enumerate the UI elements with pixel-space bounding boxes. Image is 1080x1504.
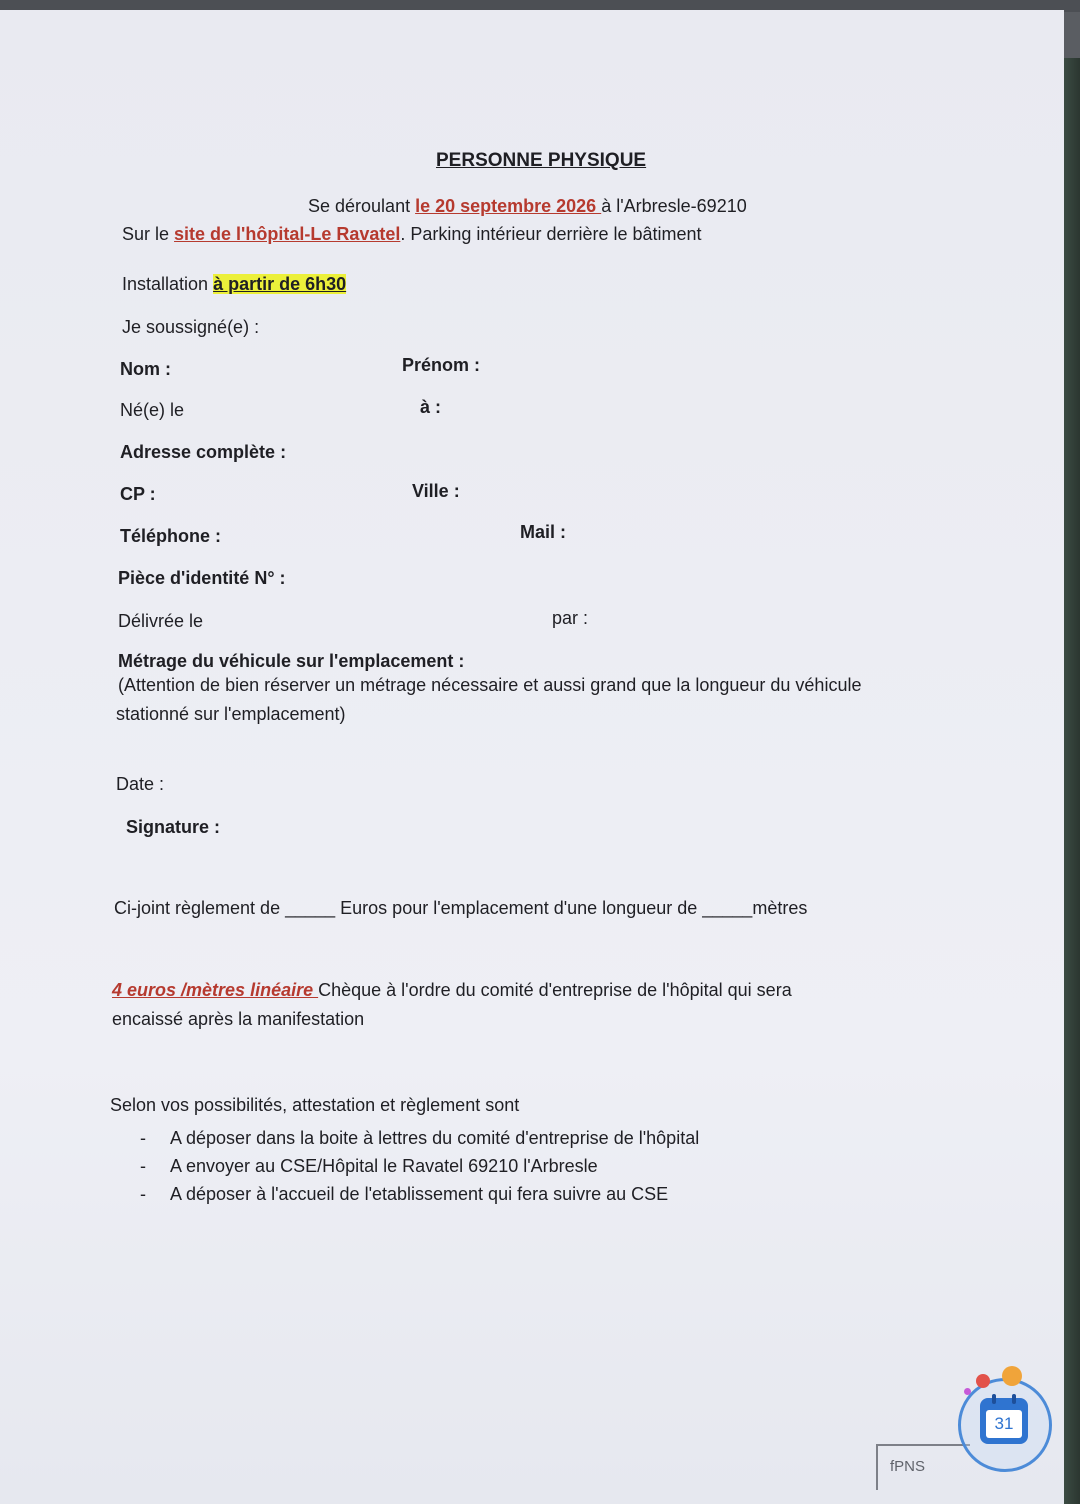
issued-date-label: Délivrée le xyxy=(118,611,204,631)
photo-background-right xyxy=(1062,58,1080,1504)
bullet-dash: - xyxy=(140,1184,146,1204)
issued-by-label: par : xyxy=(552,608,589,628)
option-text: A déposer dans la boite à lettres du comité d'entreprise de l'hôpital xyxy=(170,1128,700,1148)
form-sheet xyxy=(0,10,1064,1504)
payment-line xyxy=(114,898,807,919)
option-text: A déposer à l'accueil de l'etablissement qui fera suivre au CSE xyxy=(170,1184,669,1204)
birth-date-label: Né(e) le xyxy=(120,400,185,420)
document-title: PERSONNE PHYSIQUE xyxy=(436,150,647,171)
calendar-binding-right xyxy=(1012,1394,1016,1404)
mail-label: Mail : xyxy=(520,522,567,542)
orange-dot-icon xyxy=(1002,1366,1022,1386)
calendar-day: 31 xyxy=(986,1410,1022,1438)
price-highlight: 4 euros /mètres linéaire xyxy=(112,980,319,1000)
vehicle-length-note-2: stationné sur l'emplacement) xyxy=(116,704,346,724)
event-date-prefix: Se déroulant xyxy=(308,196,416,216)
options-list xyxy=(140,1128,699,1212)
signature-label: Signature : xyxy=(126,817,221,837)
stamp-text: fPNS xyxy=(890,1458,926,1475)
payment-text-2: Euros pour l'emplacement d'une longueur de xyxy=(335,898,703,918)
event-date-highlight: le 20 septembre 2026 xyxy=(415,196,602,216)
address-label: Adresse complète : xyxy=(120,442,287,462)
calendar-binding-left xyxy=(992,1394,996,1404)
calendar-icon xyxy=(980,1398,1028,1444)
purple-dot-icon xyxy=(964,1388,971,1395)
prenom-label: Prénom : xyxy=(402,355,481,375)
event-site-highlight: site de l'hôpital-Le Ravatel xyxy=(174,224,401,244)
postal-code-label: CP : xyxy=(120,484,156,504)
red-dot-icon xyxy=(976,1374,990,1388)
payment-text-1: Ci-joint règlement de xyxy=(114,898,286,918)
event-date-line xyxy=(308,196,747,217)
bullet-dash: - xyxy=(140,1128,146,1148)
cheque-text: Chèque à l'ordre du comité d'entreprise de l'hôpital qui sera xyxy=(318,980,792,1000)
installation-prefix: Installation xyxy=(122,274,214,294)
list-item xyxy=(140,1128,699,1156)
list-item xyxy=(140,1184,699,1212)
event-site-prefix: Sur le xyxy=(122,224,175,244)
phone-label: Téléphone : xyxy=(120,526,222,546)
soussigne-label: Je soussigné(e) : xyxy=(122,317,260,337)
nom-label: Nom : xyxy=(120,359,171,379)
list-item xyxy=(140,1156,699,1184)
payment-text-3: mètres xyxy=(752,898,808,918)
option-text: A envoyer au CSE/Hôpital le Ravatel 69210 l'Arbresle xyxy=(170,1156,598,1176)
options-intro: Selon vos possibilités, attestation et règlement sont xyxy=(110,1095,520,1115)
id-number-label: Pièce d'identité N° : xyxy=(118,568,286,588)
date-label: Date : xyxy=(116,774,165,794)
price-line xyxy=(112,980,792,1001)
amount-blank: _____ xyxy=(285,898,336,918)
installation-line xyxy=(122,274,346,295)
cashing-note: encaissé après la manifestation xyxy=(112,1009,365,1029)
city-label: Ville : xyxy=(412,481,460,501)
vehicle-length-note-1: (Attention de bien réserver un métrage nécessaire et aussi grand que la longueur du véhicule xyxy=(118,675,862,695)
event-site-line xyxy=(122,224,702,245)
birth-place-label: à : xyxy=(420,397,442,417)
installation-time-highlight: à partir de 6h30 xyxy=(213,274,347,294)
bullet-dash: - xyxy=(140,1156,146,1176)
vehicle-length-label: Métrage du véhicule sur l'emplacement : xyxy=(118,651,465,671)
event-site-suffix: . Parking intérieur derrière le bâtiment xyxy=(400,224,702,244)
calendar-floating-button[interactable] xyxy=(952,1364,1060,1472)
event-date-suffix: à l'Arbresle-69210 xyxy=(601,196,747,216)
length-blank: _____ xyxy=(702,898,753,918)
